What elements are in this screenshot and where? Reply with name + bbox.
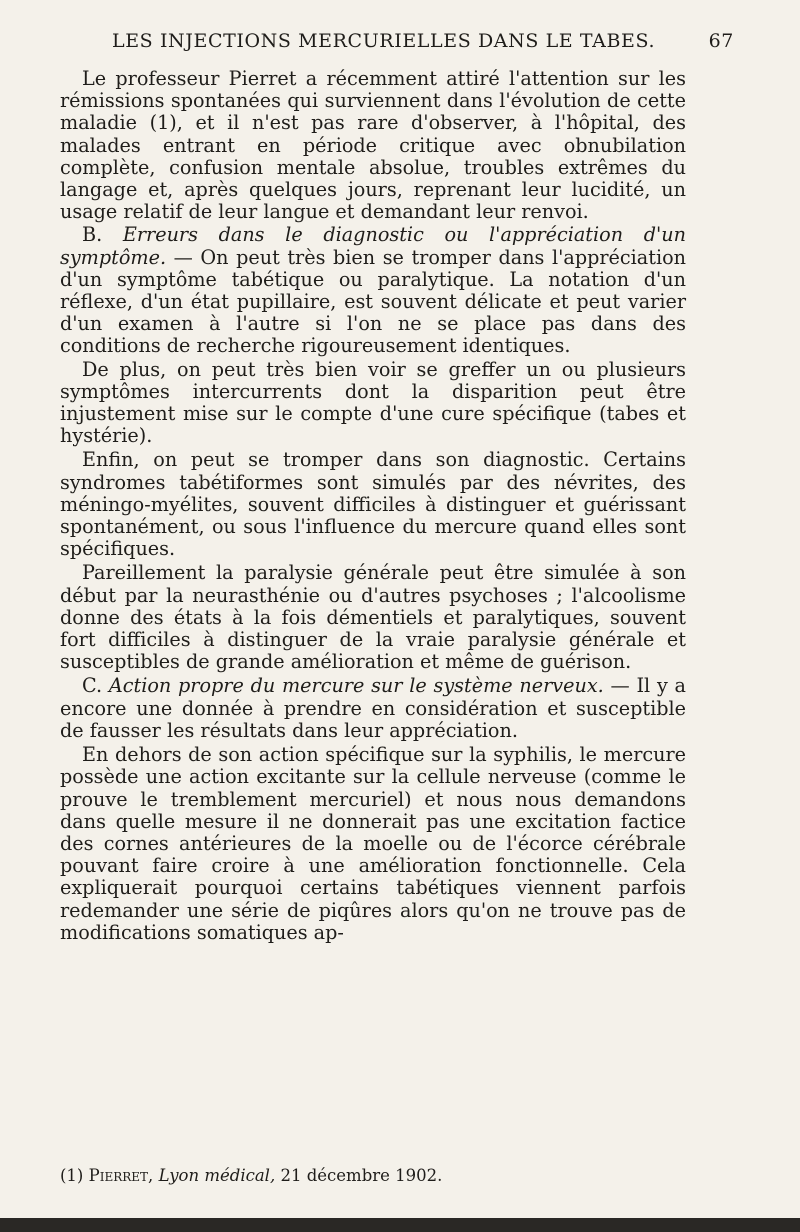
paragraph: Le professeur Pierret a récemment attiré l'attention sur les rémissions spontanées qui surviennent dans l'évolution de cette maladie (1), et il n'est pas rare d'observer, à l'hôpital, des malades entrant en période critique avec obnubilation complète, confusion mentale absolue, troubles extrêmes du langage et, après quelques jours, reprenant leur lucidité, un usage relatif de leur langue et demandant leur renvoi. bbox=[60, 67, 686, 224]
footnote bbox=[60, 1166, 700, 1186]
section-b-paragraph bbox=[60, 224, 686, 357]
paragraph: En dehors de son action spécifique sur la syphilis, le mercure possède une action excitante sur la cellule nerveuse (comme le prouve le tremblement mercuriel) et nous nous demandons dans quelle mesure il ne donnerait pas une excitation factice des cornes antérieures de la moelle ou de l'écorce cérébrale pouvant faire croire à une amélioration fonctionnelle. Cela expliquerait pourquoi certains tabétiques viennent parfois redemander une série de piqûres alors qu'on ne trouve pas de modifications somatiques ap- bbox=[60, 743, 686, 944]
section-c-text: — Il y a encore une donnée à prendre en considération et susceptible de fausser les résultats dans leur appréciation. bbox=[60, 674, 686, 742]
section-b-heading: Erreurs dans le diagnostic ou l'appréciation d'un symptôme. bbox=[60, 223, 686, 269]
running-title: LES INJECTIONS MERCURIELLES DANS LE TABES. bbox=[112, 30, 656, 52]
paragraph: De plus, on peut très bien voir se greffer un ou plusieurs symptômes intercurrents dont la disparition peut être injustement mise sur le compte d'une cure spécifique (tabes et hystérie). bbox=[60, 357, 686, 448]
footnote-work: Lyon médical, bbox=[158, 1166, 276, 1185]
footnote-date: 21 décembre 1902. bbox=[280, 1166, 443, 1185]
section-b-marker: B. bbox=[82, 223, 103, 247]
section-c-marker: C. bbox=[82, 674, 103, 698]
footnote-author: Pierret, bbox=[88, 1166, 154, 1185]
page-number: 67 bbox=[708, 30, 734, 52]
section-c-paragraph bbox=[60, 675, 686, 742]
paragraph: Enfin, on peut se tromper dans son diagnostic. Certains syndromes tabétiformes sont simulés par des névrites, des méningo-myélites, souvent difficiles à distinguer et guérissant spontanément, ou sous l'influence du mercure quand elles sont spécifiques. bbox=[60, 448, 686, 561]
footnote-number: (1) bbox=[60, 1166, 84, 1185]
body-text bbox=[60, 68, 686, 944]
section-c-heading: Action propre du mercure sur le système nerveux. bbox=[108, 674, 604, 698]
page-edge-shadow bbox=[0, 1218, 800, 1232]
paragraph: Pareillement la paralysie générale peut être simulée à son début par la neurasthénie ou d'autres psychoses ; l'alcoolisme donne des états à la fois démentiels et paralytiques, souvent fort difficiles à distinguer de la vraie paralysie générale et susceptibles de grande amélioration et même de guérison. bbox=[60, 561, 686, 674]
section-b-text: — On peut très bien se tromper dans l'appréciation d'un symptôme tabétique ou paralytique. La notation d'un réflexe, d'un état pupillaire, est souvent délicate et peut varier d'un examen à l'autre si l'on ne se place pas dans des conditions de recherche rigoureusement identiques. bbox=[60, 245, 686, 358]
running-head bbox=[112, 30, 734, 56]
